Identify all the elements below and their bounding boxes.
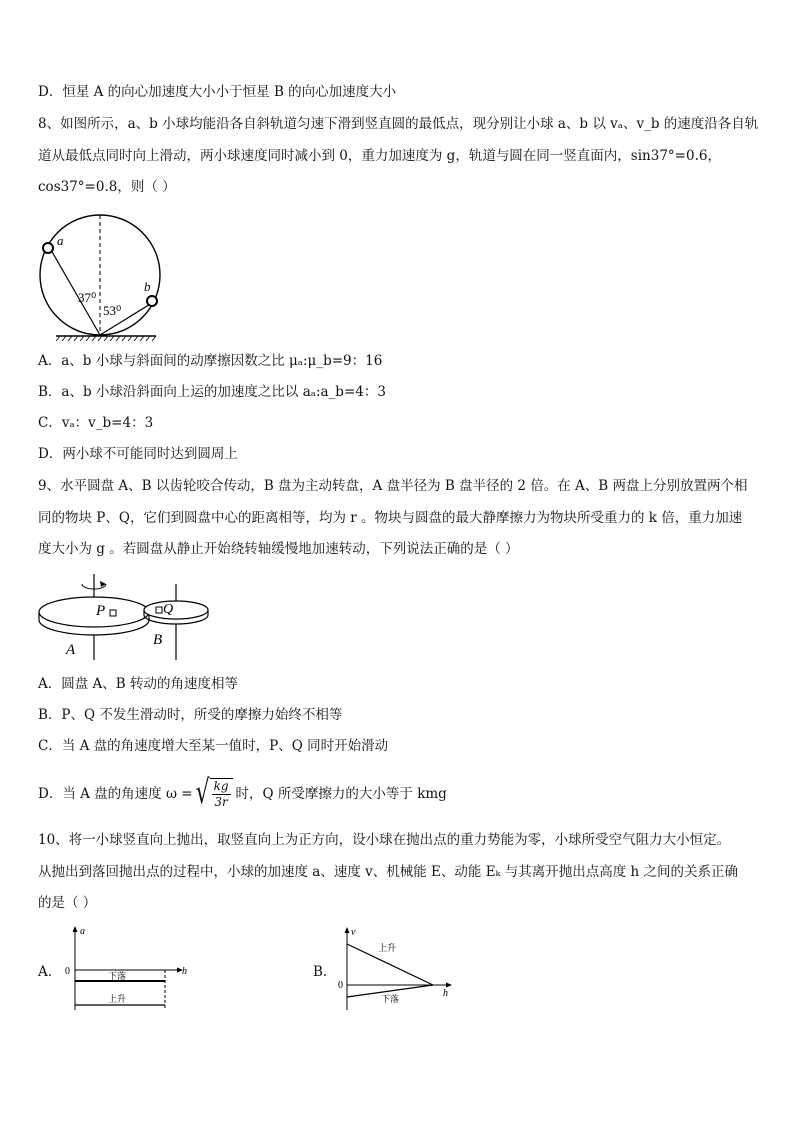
q10-stem-line2: 从抛出到落回抛出点的过程中，小球的加速度 a、速度 v、机械能 E、动能 Eₖ 与其离开抛出点高度 h 之间的关系正确 bbox=[38, 864, 739, 880]
q10-graph-b bbox=[333, 924, 463, 1016]
q8-option-d: D．两小球不可能同时达到圆周上 bbox=[38, 446, 238, 462]
q10-a-up-label: 上升 bbox=[108, 994, 127, 1004]
q9-option-d bbox=[38, 774, 447, 814]
q9-option-c: C．当 A 盘的角速度增大至某一值时，P、Q 同时开始滑动 bbox=[38, 738, 389, 754]
q8-stem-line1: 8、如图所示，a、b 小球均能沿各自斜轨道匀速下滑到竖直圆的最低点，现分别让小球 a、b 以 vₐ、v_b 的速度沿各自轨 bbox=[38, 116, 759, 132]
q9-option-b: B．P、Q 不发生滑动时，所受的摩擦力始终不相等 bbox=[38, 707, 343, 723]
q10-a-xaxis-label: h bbox=[182, 966, 187, 977]
q10-b-up-label: 上升 bbox=[378, 943, 397, 953]
q8-angle-53: 53⁰ bbox=[103, 303, 122, 318]
q9-option-d-suffix: 时，Q 所受摩擦力的大小等于 kmg bbox=[235, 786, 447, 802]
q8-option-a: A．a、b 小球与斜面间的动摩擦因数之比 μₐ:μ_b=9：16 bbox=[38, 353, 383, 369]
q7-option-d: D．恒星 A 的向心加速度大小小于恒星 B 的向心加速度大小 bbox=[38, 84, 397, 100]
q9-stem-line2: 同的物块 P、Q，它们到圆盘中心的距离相等，均为 r 。物块与圆盘的最大静摩擦力为物块所受重力的 k 倍，重力加速 bbox=[38, 510, 743, 526]
q9-label-q: Q bbox=[163, 602, 174, 617]
q8-stem-line3: cos37°=0.8，则（ ） bbox=[38, 179, 176, 195]
q9-option-d-prefix: D．当 A 盘的角速度 ω = bbox=[38, 786, 193, 802]
q9-sqrt-formula: √ $\frac{kg}{3r}$ bbox=[196, 778, 233, 810]
q10-option-b-label: B. bbox=[313, 964, 328, 980]
q10-stem-line3: 的是（ ） bbox=[38, 895, 97, 911]
q9-disks-figure bbox=[34, 570, 224, 662]
q10-b-down-label: 下落 bbox=[381, 994, 400, 1004]
q9-option-a: A．圆盘 A、B 转动的角速度相等 bbox=[38, 676, 239, 692]
q9-label-b: B bbox=[153, 632, 163, 648]
q10-a-yaxis-label: a bbox=[80, 926, 85, 937]
q8-label-a: a bbox=[57, 233, 64, 248]
q10-b-origin: 0 bbox=[338, 980, 343, 991]
q9-sqrt-denominator: 3r bbox=[214, 795, 228, 809]
q9-label-a: A bbox=[66, 642, 76, 658]
q8-option-b: B．a、b 小球沿斜面向上运的加速度之比以 aₐ:a_b=4：3 bbox=[38, 384, 386, 400]
q8-circle-figure bbox=[36, 210, 171, 342]
q10-option-a-label: A. bbox=[38, 964, 53, 980]
q10-stem-line1: 10、将一小球竖直向上抛出，取竖直向上为正方向，设小球在抛出点的重力势能为零，小球所受空气阻力大小恒定。 bbox=[38, 832, 731, 848]
q10-b-xaxis-label: h bbox=[443, 988, 448, 999]
q10-a-origin: 0 bbox=[65, 966, 70, 977]
q9-stem-line3: 度大小为 g 。若圆盘从静止开始绕转轴缓慢地加速转动，下列说法正确的是（ ） bbox=[38, 541, 519, 557]
q9-label-p: P bbox=[96, 603, 106, 619]
q9-stem-line1: 9、水平圆盘 A、B 以齿轮咬合传动，B 盘为主动转盘，A 盘半径为 B 盘半径的 2 倍。在 A、B 两盘上分别放置两个相 bbox=[38, 478, 748, 494]
q8-angle-37: 37⁰ bbox=[78, 290, 97, 305]
q10-b-yaxis-label: v bbox=[351, 927, 356, 938]
q10-graph-a bbox=[62, 924, 197, 1016]
q8-option-c: C．vₐ：v_b=4：3 bbox=[38, 415, 154, 431]
q8-label-b: b bbox=[144, 279, 151, 294]
q8-stem-line2: 道从最低点同时向上滑动，两小球速度同时减小到 0，重力加速度为 g，轨道与圆在同一竖直面内，sin37°=0.6， bbox=[38, 148, 721, 164]
q10-a-down-label: 下落 bbox=[108, 971, 127, 981]
q9-sqrt-numerator: kg bbox=[213, 779, 229, 793]
